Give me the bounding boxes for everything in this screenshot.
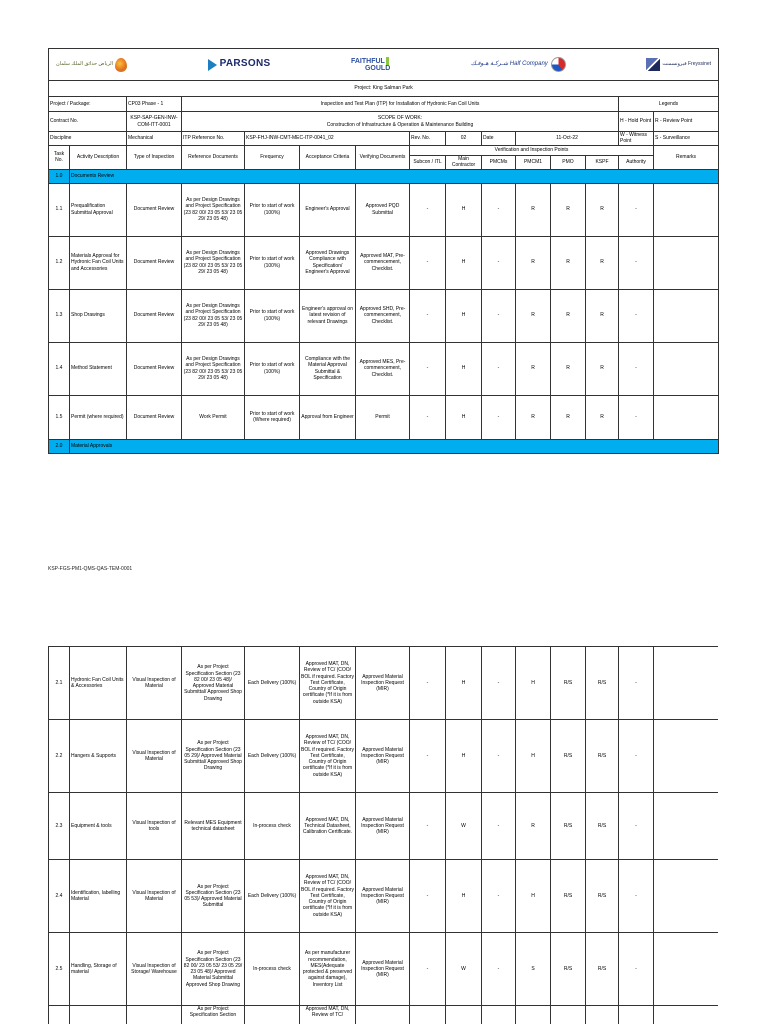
remarks-cell <box>654 289 719 342</box>
frequency-cell: In-process check <box>245 793 300 860</box>
section-title: Documents Review <box>70 169 719 183</box>
authority-point-cell: - <box>619 289 654 342</box>
pmo-point-cell: R <box>551 342 586 395</box>
fg-bar-icon <box>386 57 389 65</box>
col-pmcm1: PMCM1 <box>516 155 551 169</box>
reference-documents-cell: As per Design Drawings and Project Specification (23 82 00/ 23 05 53/ 23 05 29/ 23 05 48) <box>182 183 245 236</box>
pmcms-point-cell: - <box>482 395 516 439</box>
package-value: CP03 Phase - 1 <box>127 97 182 112</box>
acceptance-criteria-cell: Approved MAT, DN, Review of TC/ (COO/ BOL if required. Factory Test Certificate, Country of Origin certificate (*If it is from outside KSA) <box>300 720 356 793</box>
pmcms-point-cell: - <box>482 289 516 342</box>
table-row <box>49 395 719 439</box>
main-contractor-point-cell: H <box>446 647 482 720</box>
table-row <box>49 1006 719 1024</box>
table-row <box>49 793 719 860</box>
authority-point-cell: - <box>619 720 654 793</box>
pmo-point-cell <box>551 1006 586 1024</box>
task-no-cell: 1.1 <box>49 183 70 236</box>
itp-title: Inspection and Test Plan (ITP) for Installation of Hydronic Fan Coil Units <box>182 97 619 112</box>
subcon-point-cell: - <box>410 395 446 439</box>
frequency-cell: Prior to start of work (100%) <box>245 236 300 289</box>
task-no-cell: 1.2 <box>49 236 70 289</box>
table-row <box>49 720 719 793</box>
parsons-logo-text: PARSONS <box>219 58 271 70</box>
hc-emblem-icon <box>551 57 566 72</box>
ksp-leaf-icon <box>115 58 127 72</box>
frequency-cell: Each Delivery (100%) <box>245 647 300 720</box>
main-contractor-point-cell: H <box>446 720 482 793</box>
subcon-point-cell: - <box>410 860 446 933</box>
frequency-cell: Each Delivery (100%) <box>245 860 300 933</box>
authority-point-cell: - <box>619 236 654 289</box>
legends-label: Legends <box>619 97 719 112</box>
acceptance-criteria-cell: Approved Drawings Compliance with Specification/ Engineer's Approval <box>300 236 356 289</box>
pmo-point-cell: R/S <box>551 793 586 860</box>
contract-label: Contract No. <box>49 112 127 132</box>
fg-line2: GOULD <box>364 64 391 72</box>
verifying-documents-cell: Approved MAT, Pre-commencement, Checklist. <box>356 236 410 289</box>
pmcms-point-cell <box>482 1006 516 1024</box>
col-pmcms: PMCMs <box>482 155 516 169</box>
frequency-cell: Prior to start of work (100%) <box>245 289 300 342</box>
activity-cell: Handling, Storage of material <box>70 933 127 1006</box>
table-row <box>49 289 719 342</box>
pmo-point-cell: R <box>551 289 586 342</box>
frequency-cell: Prior to start of work (100%) <box>245 183 300 236</box>
discipline-label: Discipline <box>49 132 127 146</box>
pmcm1-point-cell: R <box>516 236 551 289</box>
col-task-no: Task No. <box>49 145 70 169</box>
frequency-cell: In-process check <box>245 933 300 1006</box>
table-row <box>49 236 719 289</box>
task-no-cell: 1.4 <box>49 342 70 395</box>
pmcm1-point-cell: R <box>516 793 551 860</box>
activity-cell: Identification, labelling Material <box>70 860 127 933</box>
inspection-type-cell: Visual Inspection of Material <box>127 647 182 720</box>
legend-surveillance: S - Surveillance <box>654 132 719 146</box>
kspf-point-cell: R/S <box>586 933 619 1006</box>
pmcm1-point-cell: H <box>516 647 551 720</box>
ksp-logo-text: الرياض حدائق الملك سلمان <box>56 61 114 68</box>
inspection-type-cell: Document Review <box>127 183 182 236</box>
acceptance-criteria-cell: Engineer's Approval <box>300 183 356 236</box>
subcon-point-cell: - <box>410 793 446 860</box>
itp-ref-value: KSP-FHJ-INW-CMT-MEC-ITP-0041_02 <box>245 132 410 146</box>
authority-point-cell: - <box>619 860 654 933</box>
reference-documents-cell: As per Project Specification Section (23 05 53)/ Approved Material Submittal <box>182 860 245 933</box>
pmcms-point-cell: - <box>482 793 516 860</box>
itp-sheet-page-2 <box>48 646 718 1024</box>
main-contractor-point-cell: H <box>446 236 482 289</box>
documents-review-rows <box>49 183 719 439</box>
task-no-cell: 2.5 <box>49 933 70 1006</box>
main-contractor-point-cell: H <box>446 395 482 439</box>
pmcm1-point-cell: H <box>516 860 551 933</box>
authority-point-cell: - <box>619 793 654 860</box>
activity-cell: Equipment & tools <box>70 793 127 860</box>
section-no: 1.0 <box>49 169 70 183</box>
col-frequency: Frequency <box>245 145 300 169</box>
verifying-documents-cell <box>356 1006 410 1024</box>
faithful-gould-logo <box>351 57 390 73</box>
pmcm1-point-cell: R <box>516 395 551 439</box>
pmcm1-point-cell <box>516 1006 551 1024</box>
verifying-documents-cell: Approved SHD, Pre-commencement, Checklist. <box>356 289 410 342</box>
authority-point-cell: - <box>619 183 654 236</box>
activity-cell: Method Statement <box>70 342 127 395</box>
main-contractor-point-cell <box>446 1006 482 1024</box>
subcon-point-cell <box>410 1006 446 1024</box>
contract-value: KSP-SAP-GEN-INW-COM-ITT-0001 <box>127 112 182 132</box>
remarks-cell <box>654 860 719 933</box>
kspf-point-cell: R/S <box>586 793 619 860</box>
reference-documents-cell: As per Project Specification Section (23 82 00/ 23 05 53/ 23 05 29/ 23 05 48)/ Approved Material Submittal Approved Shop Drawing <box>182 933 245 1006</box>
remarks-cell <box>654 793 719 860</box>
subcon-point-cell: - <box>410 342 446 395</box>
col-verifying: Verifying Documents <box>356 145 410 169</box>
half-company-logo <box>471 57 566 72</box>
kspf-point-cell: R <box>586 395 619 439</box>
activity-cell: Permit (where required) <box>70 395 127 439</box>
remarks-cell <box>654 236 719 289</box>
activity-cell: Hangers & Supports <box>70 720 127 793</box>
fg-line1: FAITHFUL <box>350 57 385 65</box>
section-title: Material Approvals <box>70 439 719 453</box>
subcon-point-cell: - <box>410 647 446 720</box>
pmo-point-cell: R/S <box>551 860 586 933</box>
main-contractor-point-cell: W <box>446 933 482 1006</box>
legend-witness: W - Witness Point <box>619 132 654 146</box>
activity-cell: Prequalification Submittal Approval <box>70 183 127 236</box>
authority-point-cell: - <box>619 395 654 439</box>
logo-banner <box>49 49 719 81</box>
frequency-cell <box>245 1006 300 1024</box>
reference-documents-cell: Relevant MES Equipment technical datasheet <box>182 793 245 860</box>
parsons-arrow-icon <box>208 59 217 71</box>
main-contractor-point-cell: H <box>446 183 482 236</box>
subcon-point-cell: - <box>410 933 446 1006</box>
remarks-cell <box>654 720 719 793</box>
reference-documents-cell: As per Design Drawings and Project Specification (23 82 00/ 23 05 53/ 23 05 29/ 23 05 48) <box>182 342 245 395</box>
material-approvals-table <box>48 646 718 1024</box>
reference-documents-cell: Work Permit <box>182 395 245 439</box>
col-vip: Verification and Inspection Points <box>410 145 654 155</box>
pmcms-point-cell: - <box>482 860 516 933</box>
rev-label: Rev. No. <box>410 132 446 146</box>
reference-documents-cell: As per Design Drawings and Project Specification (23 82 00/ 23 05 53/ 23 05 29/ 23 05 48) <box>182 289 245 342</box>
inspection-type-cell: Visual Inspection of Material <box>127 720 182 793</box>
task-no-cell: 2.1 <box>49 647 70 720</box>
section-row-documents-review <box>49 169 719 183</box>
kspf-point-cell <box>586 1006 619 1024</box>
verifying-documents-cell: Approved Material Inspection Request (MIR) <box>356 647 410 720</box>
table-row <box>49 647 719 720</box>
authority-point-cell: - <box>619 933 654 1006</box>
acceptance-criteria-cell: Approved MAT, DN, Review of TC/ <box>300 1006 356 1024</box>
package-label: Project / Package: <box>49 97 127 112</box>
kspf-point-cell: R <box>586 342 619 395</box>
inspection-type-cell: Document Review <box>127 395 182 439</box>
main-contractor-point-cell: H <box>446 289 482 342</box>
activity-cell <box>70 1006 127 1024</box>
frequency-cell: Prior to start of work (Where required) <box>245 395 300 439</box>
fy-logo-text: فيرونسمنت Freyssinet <box>662 61 712 68</box>
remarks-cell <box>654 342 719 395</box>
pmcms-point-cell: - <box>482 933 516 1006</box>
pmo-point-cell: R/S <box>551 720 586 793</box>
remarks-cell <box>654 1006 719 1024</box>
discipline-value: Mechanical <box>127 132 182 146</box>
subcon-point-cell: - <box>410 236 446 289</box>
freyssinet-logo <box>646 58 711 71</box>
authority-point-cell <box>619 1006 654 1024</box>
scope-line2: Construction of Infrastructure & Operation & Maintenance Building <box>326 121 474 128</box>
col-authority: Authority <box>619 155 654 169</box>
itp-header-table <box>48 48 719 454</box>
verifying-documents-cell: Approved MES, Pre-commencement, Checklist. <box>356 342 410 395</box>
authority-point-cell: - <box>619 342 654 395</box>
subcon-point-cell: - <box>410 183 446 236</box>
kspf-point-cell: R/S <box>586 860 619 933</box>
activity-cell: Hydronic Fan Coil Units & Accessories <box>70 647 127 720</box>
pmcms-point-cell: - <box>482 236 516 289</box>
verifying-documents-cell: Approved Material Inspection Request (MIR) <box>356 933 410 1006</box>
kspf-point-cell: R <box>586 289 619 342</box>
acceptance-criteria-cell: Engineer's approval on latest revision of relevant Drawings <box>300 289 356 342</box>
table-row <box>49 860 719 933</box>
table-row <box>49 342 719 395</box>
subcon-point-cell: - <box>410 720 446 793</box>
itp-ref-label: ITP Reference No. <box>182 132 245 146</box>
itp-sheet-page-1 <box>48 48 718 454</box>
inspection-type-cell <box>127 1006 182 1024</box>
pmcms-point-cell: - <box>482 183 516 236</box>
acceptance-criteria-cell: As per manufacturer recommendation, MES(Adequate protected & preserved against damage), Inventory List <box>300 933 356 1006</box>
remarks-cell <box>654 395 719 439</box>
kspf-point-cell: R/S <box>586 647 619 720</box>
col-remarks: Remarks <box>654 145 719 169</box>
inspection-type-cell: Visual Inspection of Material <box>127 860 182 933</box>
scope-line1: SCOPE OF WORK: <box>377 115 423 122</box>
inspection-type-cell: Document Review <box>127 289 182 342</box>
pmcms-point-cell: - <box>482 647 516 720</box>
document-footer-code: KSP-FGS-PM1-QMS-QAS-TEM-0001 <box>48 566 133 572</box>
table-row <box>49 933 719 1006</box>
pmcm1-point-cell: R <box>516 342 551 395</box>
remarks-cell <box>654 933 719 1006</box>
section-no: 2.0 <box>49 439 70 453</box>
acceptance-criteria-cell: Compliance with the Material Approval Submittal & Specification <box>300 342 356 395</box>
pmcms-point-cell: - <box>482 720 516 793</box>
reference-documents-cell: As per Project Specification Section <box>182 1006 245 1024</box>
activity-cell: Shop Drawings <box>70 289 127 342</box>
pmcm1-point-cell: S <box>516 933 551 1006</box>
col-kspf: KSPF <box>586 155 619 169</box>
inspection-type-cell: Visual Inspection of Storage/ Warehouse <box>127 933 182 1006</box>
frequency-cell: Prior to start of work (100%) <box>245 342 300 395</box>
date-label: Date <box>482 132 516 146</box>
table-row <box>49 183 719 236</box>
pmcms-point-cell: - <box>482 342 516 395</box>
ksp-logo <box>56 58 127 72</box>
rev-value: 02 <box>446 132 482 146</box>
scope-of-work <box>182 112 619 132</box>
kspf-point-cell: R <box>586 183 619 236</box>
col-ref-docs: Reference Documents <box>182 145 245 169</box>
main-contractor-point-cell: W <box>446 793 482 860</box>
date-value: 11-Oct-22 <box>516 132 619 146</box>
authority-point-cell: - <box>619 647 654 720</box>
reference-documents-cell: As per Project Specification Section (23 05 29)/ Approved Material Submittal/ Approved Shop Drawing <box>182 720 245 793</box>
verifying-documents-cell: Permit <box>356 395 410 439</box>
parsons-logo <box>208 58 271 71</box>
subcon-point-cell: - <box>410 289 446 342</box>
material-approvals-rows <box>49 647 719 1024</box>
inspection-type-cell: Document Review <box>127 236 182 289</box>
freyssinet-mark-icon <box>646 58 660 71</box>
col-type: Type of Inspection <box>127 145 182 169</box>
remarks-cell <box>654 647 719 720</box>
remarks-cell <box>654 183 719 236</box>
task-no-cell: 2.4 <box>49 860 70 933</box>
main-contractor-point-cell: H <box>446 342 482 395</box>
pmcm1-point-cell: R <box>516 289 551 342</box>
main-contractor-point-cell: H <box>446 860 482 933</box>
verifying-documents-cell: Approved PQD Submittal <box>356 183 410 236</box>
section-row-material-approvals <box>49 439 719 453</box>
col-main-contractor: Main Contractor <box>446 155 482 169</box>
acceptance-criteria-cell: Approved MAT, DN, Review of TC/ (COO/ BOL if required. Factory Test Certificate, Country of Origin certificate (*If it is from outside KSA) <box>300 647 356 720</box>
kspf-point-cell: R/S <box>586 720 619 793</box>
pmcm1-point-cell: H <box>516 720 551 793</box>
hc-logo-text: شـركـة هـوفـك Half Company <box>470 60 548 67</box>
task-no-cell: 2.2 <box>49 720 70 793</box>
verifying-documents-cell: Approved Material Inspection Request (MIR) <box>356 860 410 933</box>
activity-cell: Materials Approval for Hydronic Fan Coil Units and Accessories <box>70 236 127 289</box>
col-activity: Activity Description <box>70 145 127 169</box>
pmo-point-cell: R <box>551 183 586 236</box>
verifying-documents-cell: Approved Material Inspection Request (MIR) <box>356 793 410 860</box>
reference-documents-cell: As per Design Drawings and Project Specification (23 82 00/ 23 05 53/ 23 05 29/ 23 05 48) <box>182 236 245 289</box>
acceptance-criteria-cell: Approved MAT, DN, Technical Datasheet, Calibration Certificate. <box>300 793 356 860</box>
pmcm1-point-cell: R <box>516 183 551 236</box>
col-pmo: PMO <box>551 155 586 169</box>
task-no-cell <box>49 1006 70 1024</box>
acceptance-criteria-cell: Approval from Engineer <box>300 395 356 439</box>
col-acceptance: Acceptance Criteria <box>300 145 356 169</box>
legend-hold: H - Hold Point <box>619 112 654 132</box>
legend-review: R - Review Point <box>654 112 719 132</box>
task-no-cell: 1.3 <box>49 289 70 342</box>
task-no-cell: 2.3 <box>49 793 70 860</box>
col-subcon: Subcon / ITL <box>410 155 446 169</box>
frequency-cell: Each Delivery (100%) <box>245 720 300 793</box>
pmo-point-cell: R/S <box>551 933 586 1006</box>
verifying-documents-cell: Approved Material Inspection Request (MIR) <box>356 720 410 793</box>
pmo-point-cell: R <box>551 236 586 289</box>
task-no-cell: 1.5 <box>49 395 70 439</box>
pmo-point-cell: R <box>551 395 586 439</box>
pmo-point-cell: R/S <box>551 647 586 720</box>
reference-documents-cell: As per Project Specification Section (23 82 00/ 23 05 48)/ Approved Material Submittal/ Approved Shop Drawing <box>182 647 245 720</box>
project-title: Project: King Salman Park <box>49 81 719 97</box>
acceptance-criteria-cell: Approved MAT, DN, Review of TC/ (COO/ BOL if required. Factory Test Certificate, Country of Origin certificate (*If it is from outside KSA) <box>300 860 356 933</box>
inspection-type-cell: Visual Inspection of tools <box>127 793 182 860</box>
kspf-point-cell: R <box>586 236 619 289</box>
inspection-type-cell: Document Review <box>127 342 182 395</box>
